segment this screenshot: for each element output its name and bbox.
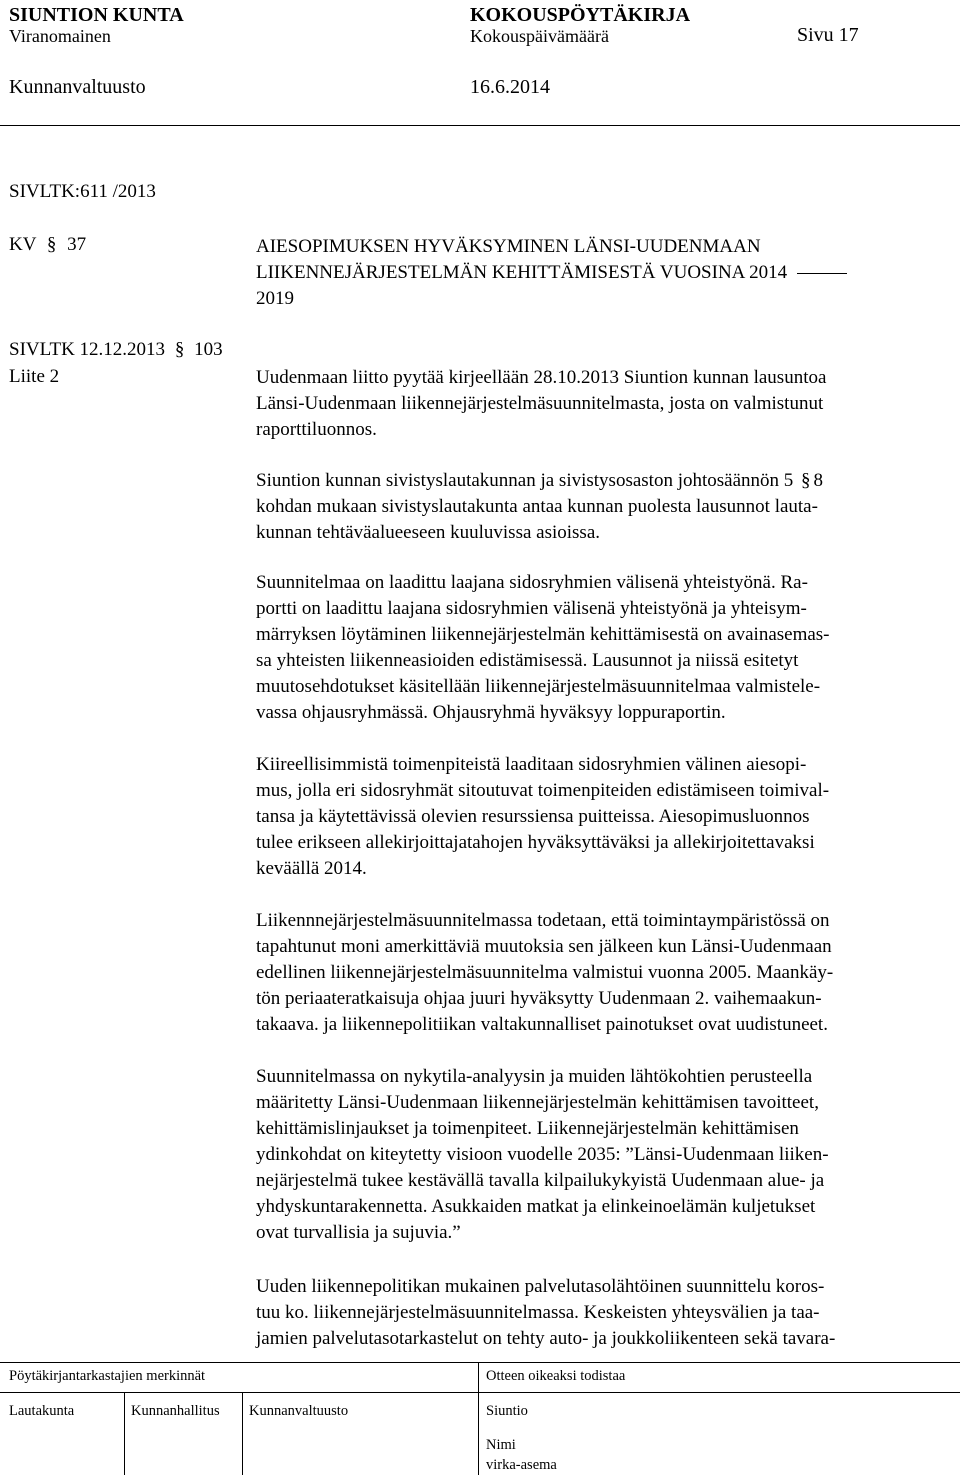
footer-divider [124,1392,125,1475]
kv-label: KV [9,234,37,255]
footer-divider [242,1392,243,1475]
paragraph: Uudenmaan liitto pyytää kirjeellään 28.10.2013 Siuntion kunnan lausuntoa Länsi-Uudenmaan liikennejärjestelmäsuunnitelmasta, josta on valmistunut raporttiluonnos. [256,367,827,440]
title-line: AIESOPIMUKSEN HYVÄKSYMINEN LÄNSI-UUDENMAAN [256,236,761,257]
attachment-label: Liite 2 [9,366,60,387]
section-symbol: § [46,234,57,255]
sivltk-number: 103 [194,339,223,360]
title-line: LIIKENNEJÄRJESTELMÄN KEHITTÄMISESTÄ VUOSINA 2014 [256,260,847,286]
footer-col-kunnanhallitus: Kunnanhallitus [131,1403,220,1419]
kv-number: 37 [67,234,87,255]
agenda-title [256,234,847,312]
authority-label: Viranomainen [9,26,111,46]
section-heading-kv [9,234,86,256]
paragraph: Suunnitelmaa on laadittu laajana sidosryhmien välisenä yhteistyönä. Ra- portti on laadittu laajana sidosryhmien välisenä yhteistyönä ja yhteisym- märryksen löytäminen liikennejärjestelmän kehittämisestä on avainasemas- sa yhteisten liikenneasioiden edistämisessä. Lausunnot ja niissä esitetyt muutosehdotukset käsitellään liikennejärjestelmäsuunnitelmaa valmistele- vassa ohjausryhmässä. Ohjausryhmä hyväksyy loppuraportin. [256,572,830,723]
org-name: SIUNTION KUNTA [9,4,184,26]
footer-position-label: virka-asema [486,1457,557,1473]
paragraph: Suunnitelmassa on nykytila-analyysin ja muiden lähtökohtien perusteella määritetty Länsi-Uudenmaan liikennejärjestelmän kehittämisen tavoitteet, kehittämislinjaukset ja toimenpiteet. Liikennejärjestelmän kehittämisen ydinkohdat on kiteytetty visioon vuodelle 2035: ”Länsi-Uudenmaan liiken- nejärjestelmä tukee kestävällä tavalla kilpailukykyistä Uudenmaan alue- ja yhdyskuntarakennetta. Asukkaiden matkat ja elinkeinoelämän kuljetukset ovat turvallisia ja sujuvia.” [256,1066,829,1243]
section-symbol: § [174,339,185,360]
page-number: Sivu 17 [797,24,859,46]
sivltk-date: SIVLTK 12.12.2013 [9,339,166,360]
document-type: KOKOUSPÖYTÄKIRJA [470,4,691,26]
certified-label: Otteen oikeaksi todistaa [486,1368,626,1384]
checkers-label: Pöytäkirjantarkastajien merkinnät [9,1368,206,1384]
previous-handling [9,339,223,361]
paragraph: Kiireellisimmistä toimenpiteistä laaditaan sidosryhmien välinen aiesopi- mus, jolla eri sidosryhmät sitoutuvat toimenpiteiden edistämiseen toimival- tansa ja käytettävissä olevien resurssiensa puitteissa. Aiesopimusluonnos tulee erikseen allekirjoittajatahojen hyväksyttäväksi ja allekirjoitettavaksi keväällä 2014. [256,754,830,879]
title-line: 2019 [256,288,294,309]
date-label: Kokouspäivämäärä [470,26,609,46]
footer-place: Siuntio [486,1403,528,1419]
title-dash [797,273,847,274]
footer-col-kunnanvaltuusto: Kunnanvaltuusto [249,1403,349,1419]
paragraph: Siuntion kunnan sivistyslautakunnan ja sivistysosaston johtosäännön 5 § 8 kohdan mukaan sivistyslautakunta antaa kunnan puolesta lausunnot lauta- kunnan tehtäväalueeseen kuuluvissa asioissa. [256,470,824,543]
meeting-date: 16.6.2014 [470,76,550,98]
paragraph: Liikennnejärjestelmäsuunnitelmassa todetaan, että toimintaympäristössä on tapahtunut moni amerkittäviä muutoksia sen jälkeen kun Länsi-Uudenmaan edellinen liikennejärjestelmäsuunnitelma valmistui vuonna 2005. Maankäy- tön periaateratkaisuja ohjaa juuri hyväksytty Uudenmaan 2. vaihemaakun- takaava. ja liikennepolitiikan valtakunnalliset painotukset ovat uudistuneet. [256,910,834,1035]
footer-top-line [0,1362,960,1363]
footer-mid-line [0,1392,960,1393]
paragraph: Uuden liikennepolitikan mukainen palvelutasolähtöinen suunnittelu koros- tuu ko. liikennejärjestelmäsuunnitelmassa. Keskeisten yhteysvälien ja taa- jamien palvelutasotarkastelut on tehty auto- ja joukkoliikenteen sekä tavara- [256,1276,836,1349]
section-symbol: § [801,470,811,491]
authority-name: Kunnanvaltuusto [9,76,146,98]
footer-col-lautakunta: Lautakunta [9,1403,75,1419]
case-reference: SIVLTK:611 /2013 [9,181,156,202]
footer-name-label: Nimi [486,1437,516,1453]
footer-divider [478,1362,479,1475]
header-divider [0,125,960,126]
